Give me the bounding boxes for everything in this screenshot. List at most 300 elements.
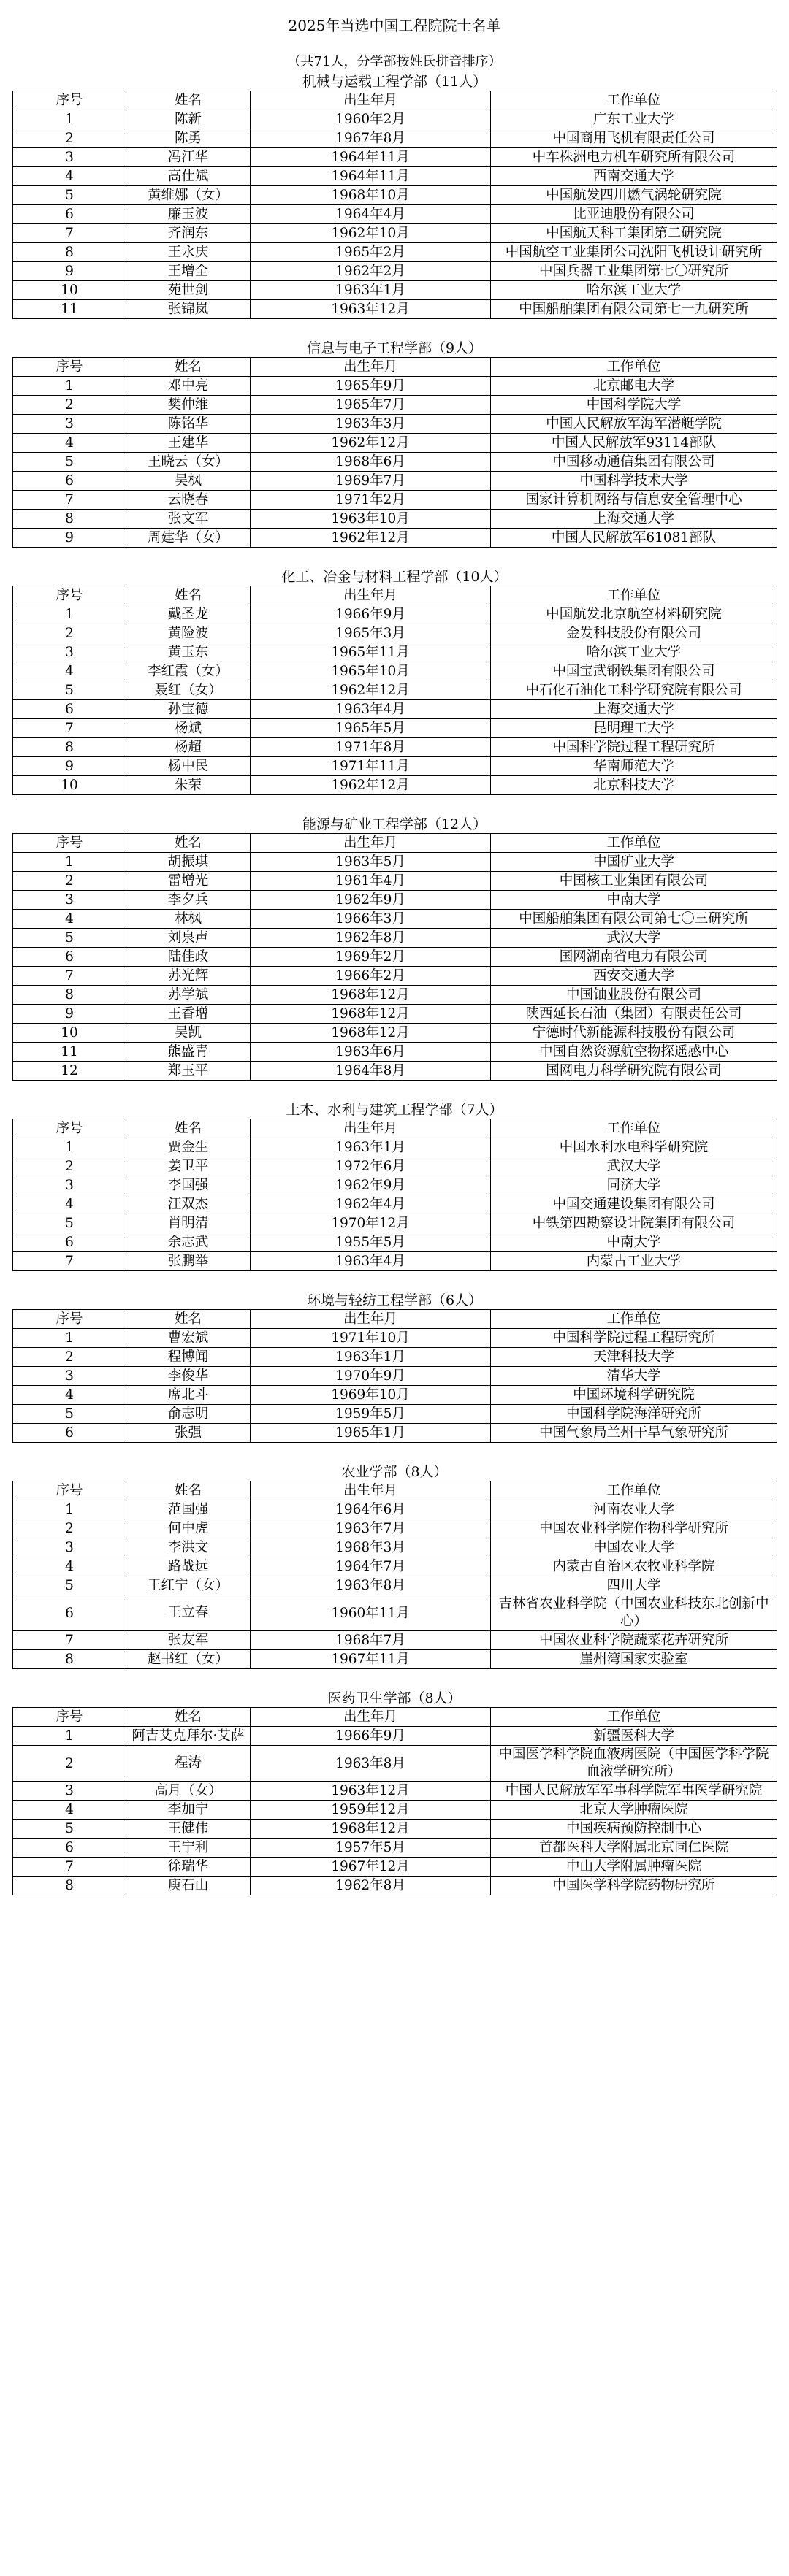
- cell-index: 4: [13, 1386, 126, 1405]
- table-row: [13, 110, 777, 129]
- cell-name: 张锦岚: [126, 300, 251, 319]
- cell-employer: 中国移动通信集团有限公司: [491, 453, 777, 472]
- cell-employer: 哈尔滨工业大学: [491, 281, 777, 300]
- cell-employer: 中国船舶集团有限公司第七一九研究所: [491, 300, 777, 319]
- cell-employer: 金发科技股份有限公司: [491, 624, 777, 643]
- cell-employer: 国网湖南省电力有限公司: [491, 948, 777, 967]
- cell-index: 1: [13, 1329, 126, 1348]
- cell-name: 雷增光: [126, 872, 251, 891]
- cell-employer: 中国科学技术大学: [491, 472, 777, 491]
- cell-employer: 中国人民解放军海军潜艇学院: [491, 415, 777, 434]
- table-row: [13, 719, 777, 738]
- cell-employer: 同济大学: [491, 1176, 777, 1195]
- header-name: 姓名: [126, 91, 251, 110]
- header-index: 序号: [13, 91, 126, 110]
- header-birth: 出生年月: [251, 1708, 491, 1727]
- academician-table: [12, 91, 777, 319]
- cell-employer: 上海交通大学: [491, 510, 777, 529]
- table-row: [13, 1576, 777, 1595]
- cell-name: 王红宁（女）: [126, 1576, 251, 1595]
- cell-birth: 1962年8月: [251, 1877, 491, 1895]
- cell-name: 杨超: [126, 738, 251, 757]
- cell-name: 杨斌: [126, 719, 251, 738]
- cell-index: 5: [13, 681, 126, 700]
- cell-employer: 中国人民解放军军事科学院军事医学研究院: [491, 1782, 777, 1801]
- cell-employer: 吉林省农业科学院（中国农业科技东北创新中心）: [491, 1595, 777, 1631]
- cell-index: 8: [13, 243, 126, 262]
- cell-index: 7: [13, 224, 126, 243]
- cell-index: 6: [13, 700, 126, 719]
- cell-index: 6: [13, 1595, 126, 1631]
- cell-name: 邓中亮: [126, 377, 251, 396]
- cell-name: 冯江华: [126, 148, 251, 167]
- header-name: 姓名: [126, 1708, 251, 1727]
- cell-name: 黄维娜（女）: [126, 186, 251, 205]
- cell-name: 孙宝德: [126, 700, 251, 719]
- cell-name: 姜卫平: [126, 1157, 251, 1176]
- cell-index: 8: [13, 738, 126, 757]
- table-row: [13, 872, 777, 891]
- cell-name: 张友军: [126, 1631, 251, 1650]
- cell-birth: 1972年6月: [251, 1157, 491, 1176]
- cell-name: 齐润东: [126, 224, 251, 243]
- cell-index: 1: [13, 605, 126, 624]
- cell-employer: 中国疾病预防控制中心: [491, 1820, 777, 1839]
- cell-birth: 1968年12月: [251, 1820, 491, 1839]
- cell-index: 1: [13, 853, 126, 872]
- cell-index: 1: [13, 1500, 126, 1519]
- cell-employer: 中国人民解放军61081部队: [491, 529, 777, 548]
- table-row: [13, 224, 777, 243]
- table-row: [13, 1782, 777, 1801]
- cell-employer: 中国科学院过程工程研究所: [491, 738, 777, 757]
- cell-index: 1: [13, 110, 126, 129]
- header-index: 序号: [13, 834, 126, 853]
- header-employer: 工作单位: [491, 1310, 777, 1329]
- cell-index: 4: [13, 434, 126, 453]
- department-title: 机械与运载工程学部（11人）: [302, 74, 487, 90]
- cell-employer: 中国环境科学研究院: [491, 1386, 777, 1405]
- cell-birth: 1964年11月: [251, 148, 491, 167]
- cell-name: 李洪文: [126, 1538, 251, 1557]
- header-employer: 工作单位: [491, 834, 777, 853]
- table-row: [13, 1367, 777, 1386]
- cell-index: 8: [13, 1650, 126, 1669]
- cell-birth: 1968年7月: [251, 1631, 491, 1650]
- cell-birth: 1965年9月: [251, 377, 491, 396]
- cell-birth: 1959年5月: [251, 1405, 491, 1424]
- cell-index: 10: [13, 776, 126, 795]
- header-employer: 工作单位: [491, 91, 777, 110]
- table-row: [13, 1746, 777, 1782]
- cell-index: 6: [13, 948, 126, 967]
- department-title: 化工、冶金与材料工程学部（10人）: [281, 569, 508, 585]
- table-row: [13, 986, 777, 1005]
- cell-index: 5: [13, 453, 126, 472]
- cell-birth: 1970年9月: [251, 1367, 491, 1386]
- cell-employer: 西安交通大学: [491, 967, 777, 986]
- cell-birth: 1964年8月: [251, 1062, 491, 1081]
- cell-birth: 1961年4月: [251, 872, 491, 891]
- cell-employer: 武汉大学: [491, 929, 777, 948]
- cell-name: 高月（女）: [126, 1782, 251, 1801]
- cell-employer: 上海交通大学: [491, 700, 777, 719]
- cell-name: 李夕兵: [126, 891, 251, 910]
- cell-index: 9: [13, 757, 126, 776]
- table-row: [13, 910, 777, 929]
- table-row: [13, 948, 777, 967]
- cell-index: 5: [13, 1214, 126, 1233]
- cell-birth: 1969年2月: [251, 948, 491, 967]
- table-row: [13, 1138, 777, 1157]
- cell-birth: 1962年12月: [251, 434, 491, 453]
- header-employer: 工作单位: [491, 1481, 777, 1500]
- cell-index: 8: [13, 986, 126, 1005]
- header-index: 序号: [13, 1481, 126, 1500]
- cell-name: 路战远: [126, 1557, 251, 1576]
- cell-index: 3: [13, 415, 126, 434]
- cell-employer: 中国航天科工集团第二研究院: [491, 224, 777, 243]
- cell-name: 云晓春: [126, 491, 251, 510]
- table-row: [13, 472, 777, 491]
- header-birth: 出生年月: [251, 1119, 491, 1138]
- cell-index: 4: [13, 167, 126, 186]
- page-subtitle: （共71人，分学部按姓氏拼音排序）: [287, 54, 502, 69]
- academician-table: [12, 1119, 777, 1271]
- table-row: [13, 377, 777, 396]
- cell-index: 6: [13, 1233, 126, 1252]
- cell-name: 王香增: [126, 1005, 251, 1024]
- cell-name: 张文军: [126, 510, 251, 529]
- cell-employer: 中国科学院大学: [491, 396, 777, 415]
- cell-name: 陈新: [126, 110, 251, 129]
- department-section: [0, 568, 789, 795]
- cell-birth: 1962年9月: [251, 1176, 491, 1195]
- cell-employer: 中国航发四川燃气涡轮研究院: [491, 186, 777, 205]
- header-index: 序号: [13, 1119, 126, 1138]
- table-row: [13, 853, 777, 872]
- cell-employer: 北京科技大学: [491, 776, 777, 795]
- cell-name: 李俊华: [126, 1367, 251, 1386]
- cell-birth: 1968年6月: [251, 453, 491, 472]
- cell-birth: 1968年10月: [251, 186, 491, 205]
- cell-index: 7: [13, 967, 126, 986]
- cell-name: 朱荣: [126, 776, 251, 795]
- header-name: 姓名: [126, 834, 251, 853]
- cell-birth: 1965年10月: [251, 662, 491, 681]
- cell-employer: 华南师范大学: [491, 757, 777, 776]
- cell-employer: 河南农业大学: [491, 1500, 777, 1519]
- table-row: [13, 738, 777, 757]
- cell-index: 2: [13, 1157, 126, 1176]
- cell-birth: 1967年12月: [251, 1858, 491, 1877]
- cell-name: 张鹏举: [126, 1252, 251, 1271]
- cell-name: 王宁利: [126, 1839, 251, 1858]
- cell-employer: 中国兵器工业集团第七〇研究所: [491, 262, 777, 281]
- table-row: [13, 1557, 777, 1576]
- cell-employer: 中国铀业股份有限公司: [491, 986, 777, 1005]
- table-row: [13, 415, 777, 434]
- cell-birth: 1969年7月: [251, 472, 491, 491]
- header-employer: 工作单位: [491, 1119, 777, 1138]
- cell-index: 6: [13, 1839, 126, 1858]
- cell-index: 2: [13, 1348, 126, 1367]
- cell-employer: 宁德时代新能源科技股份有限公司: [491, 1024, 777, 1043]
- cell-birth: 1962年2月: [251, 262, 491, 281]
- cell-employer: 四川大学: [491, 1576, 777, 1595]
- cell-index: 4: [13, 1801, 126, 1820]
- cell-employer: 中国科学院过程工程研究所: [491, 1329, 777, 1348]
- cell-name: 吴枫: [126, 472, 251, 491]
- cell-index: 3: [13, 148, 126, 167]
- cell-name: 阿吉艾克拜尔·艾萨: [126, 1727, 251, 1746]
- cell-index: 2: [13, 624, 126, 643]
- cell-employer: 哈尔滨工业大学: [491, 643, 777, 662]
- table-row: [13, 1801, 777, 1820]
- cell-name: 何中虎: [126, 1519, 251, 1538]
- table-row: [13, 1233, 777, 1252]
- cell-employer: 中山大学附属肿瘤医院: [491, 1858, 777, 1877]
- table-row: [13, 757, 777, 776]
- table-header-row: [13, 834, 777, 853]
- table-row: [13, 1858, 777, 1877]
- cell-birth: 1966年3月: [251, 910, 491, 929]
- header-index: 序号: [13, 1708, 126, 1727]
- cell-employer: 内蒙古自治区农牧业科学院: [491, 1557, 777, 1576]
- table-row: [13, 1424, 777, 1443]
- table-row: [13, 643, 777, 662]
- cell-index: 2: [13, 1519, 126, 1538]
- departments-container: [0, 73, 789, 1895]
- cell-birth: 1959年12月: [251, 1801, 491, 1820]
- cell-birth: 1967年8月: [251, 129, 491, 148]
- table-row: [13, 681, 777, 700]
- table-row: [13, 186, 777, 205]
- table-row: [13, 1043, 777, 1062]
- cell-employer: 中国航空工业集团公司沈阳飞机设计研究所: [491, 243, 777, 262]
- cell-birth: 1965年5月: [251, 719, 491, 738]
- cell-birth: 1971年10月: [251, 1329, 491, 1348]
- cell-name: 刘泉声: [126, 929, 251, 948]
- cell-birth: 1963年12月: [251, 1782, 491, 1801]
- cell-index: 6: [13, 472, 126, 491]
- cell-employer: 内蒙古工业大学: [491, 1252, 777, 1271]
- cell-index: 6: [13, 205, 126, 224]
- cell-employer: 中国水利水电科学研究院: [491, 1138, 777, 1157]
- table-row: [13, 1538, 777, 1557]
- table-row: [13, 434, 777, 453]
- cell-index: 5: [13, 1820, 126, 1839]
- cell-employer: 中国农业大学: [491, 1538, 777, 1557]
- academician-table: [12, 1481, 777, 1669]
- cell-birth: 1955年5月: [251, 1233, 491, 1252]
- cell-index: 3: [13, 1538, 126, 1557]
- cell-index: 7: [13, 1252, 126, 1271]
- table-row: [13, 1519, 777, 1538]
- cell-name: 王立春: [126, 1595, 251, 1631]
- cell-birth: 1963年12月: [251, 300, 491, 319]
- cell-name: 苏光辉: [126, 967, 251, 986]
- cell-employer: 清华大学: [491, 1367, 777, 1386]
- cell-index: 9: [13, 1005, 126, 1024]
- cell-birth: 1970年12月: [251, 1214, 491, 1233]
- cell-employer: 武汉大学: [491, 1157, 777, 1176]
- table-row: [13, 453, 777, 472]
- table-row: [13, 243, 777, 262]
- cell-name: 徐瑞华: [126, 1858, 251, 1877]
- cell-birth: 1969年10月: [251, 1386, 491, 1405]
- cell-index: 3: [13, 1176, 126, 1195]
- cell-birth: 1963年3月: [251, 415, 491, 434]
- cell-employer: 昆明理工大学: [491, 719, 777, 738]
- header-employer: 工作单位: [491, 358, 777, 377]
- academician-table: [12, 1707, 777, 1895]
- cell-index: 3: [13, 643, 126, 662]
- table-row: [13, 1877, 777, 1895]
- cell-index: 8: [13, 1877, 126, 1895]
- cell-employer: 中国交通建设集团有限公司: [491, 1195, 777, 1214]
- cell-employer: 中国核工业集团有限公司: [491, 872, 777, 891]
- table-header-row: [13, 1310, 777, 1329]
- cell-birth: 1968年3月: [251, 1538, 491, 1557]
- table-row: [13, 967, 777, 986]
- cell-name: 李国强: [126, 1176, 251, 1195]
- cell-employer: 中国农业科学院作物科学研究所: [491, 1519, 777, 1538]
- cell-birth: 1967年11月: [251, 1650, 491, 1669]
- cell-birth: 1962年12月: [251, 681, 491, 700]
- cell-employer: 中国医学科学院血液病医院（中国医学科学院血液学研究所）: [491, 1746, 777, 1782]
- cell-employer: 中国自然资源航空物探遥感中心: [491, 1043, 777, 1062]
- table-row: [13, 1595, 777, 1631]
- table-row: [13, 1024, 777, 1043]
- cell-birth: 1966年2月: [251, 967, 491, 986]
- header-name: 姓名: [126, 1310, 251, 1329]
- cell-index: 2: [13, 1746, 126, 1782]
- cell-birth: 1963年5月: [251, 853, 491, 872]
- department-section: [0, 73, 789, 319]
- cell-employer: 中国人民解放军93114部队: [491, 434, 777, 453]
- cell-employer: 中国医学科学院药物研究所: [491, 1877, 777, 1895]
- table-header-row: [13, 586, 777, 605]
- header-employer: 工作单位: [491, 1708, 777, 1727]
- table-header-row: [13, 1119, 777, 1138]
- cell-index: 4: [13, 662, 126, 681]
- cell-birth: 1960年2月: [251, 110, 491, 129]
- cell-index: 7: [13, 1858, 126, 1877]
- cell-name: 王增全: [126, 262, 251, 281]
- cell-employer: 中石化石油化工科学研究院有限公司: [491, 681, 777, 700]
- cell-index: 11: [13, 1043, 126, 1062]
- department-title: 农业学部（8人）: [341, 1464, 448, 1480]
- cell-name: 席北斗: [126, 1386, 251, 1405]
- cell-birth: 1968年12月: [251, 1005, 491, 1024]
- cell-name: 程涛: [126, 1746, 251, 1782]
- cell-name: 黄险波: [126, 624, 251, 643]
- cell-employer: 中国矿业大学: [491, 853, 777, 872]
- cell-birth: 1960年11月: [251, 1595, 491, 1631]
- cell-name: 黄玉东: [126, 643, 251, 662]
- cell-name: 胡振琪: [126, 853, 251, 872]
- cell-birth: 1964年7月: [251, 1557, 491, 1576]
- cell-index: 9: [13, 262, 126, 281]
- cell-name: 范国强: [126, 1500, 251, 1519]
- table-row: [13, 129, 777, 148]
- cell-employer: 首都医科大学附属北京同仁医院: [491, 1839, 777, 1858]
- cell-birth: 1962年12月: [251, 529, 491, 548]
- table-row: [13, 605, 777, 624]
- table-row: [13, 1839, 777, 1858]
- cell-index: 1: [13, 1138, 126, 1157]
- table-row: [13, 300, 777, 319]
- table-row: [13, 205, 777, 224]
- cell-employer: 崖州湾国家实验室: [491, 1650, 777, 1669]
- table-header-row: [13, 358, 777, 377]
- cell-name: 李加宁: [126, 1801, 251, 1820]
- cell-name: 陈勇: [126, 129, 251, 148]
- cell-employer: 比亚迪股份有限公司: [491, 205, 777, 224]
- cell-name: 樊仲维: [126, 396, 251, 415]
- cell-name: 苑世剑: [126, 281, 251, 300]
- cell-birth: 1965年11月: [251, 643, 491, 662]
- cell-name: 周建华（女）: [126, 529, 251, 548]
- table-row: [13, 1405, 777, 1424]
- cell-birth: 1962年10月: [251, 224, 491, 243]
- cell-name: 廉玉波: [126, 205, 251, 224]
- cell-employer: 中铁第四勘察设计院集团有限公司: [491, 1214, 777, 1233]
- department-section: [0, 340, 789, 548]
- cell-employer: 中国气象局兰州干旱气象研究所: [491, 1424, 777, 1443]
- header-birth: 出生年月: [251, 834, 491, 853]
- cell-employer: 陕西延长石油（集团）有限责任公司: [491, 1005, 777, 1024]
- cell-name: 高仕斌: [126, 167, 251, 186]
- cell-birth: 1963年8月: [251, 1746, 491, 1782]
- cell-birth: 1965年7月: [251, 396, 491, 415]
- table-header-row: [13, 1708, 777, 1727]
- cell-name: 肖明清: [126, 1214, 251, 1233]
- header-index: 序号: [13, 1310, 126, 1329]
- department-title: 信息与电子工程学部（9人）: [306, 340, 483, 356]
- cell-birth: 1963年4月: [251, 1252, 491, 1271]
- cell-name: 杨中民: [126, 757, 251, 776]
- cell-index: 3: [13, 891, 126, 910]
- cell-index: 5: [13, 186, 126, 205]
- table-row: [13, 1157, 777, 1176]
- cell-employer: 北京邮电大学: [491, 377, 777, 396]
- department-title: 医药卫生学部（8人）: [327, 1690, 462, 1706]
- table-row: [13, 1820, 777, 1839]
- academician-table: [12, 357, 777, 548]
- department-section: [0, 1463, 789, 1669]
- cell-birth: 1962年9月: [251, 891, 491, 910]
- cell-employer: 中南大学: [491, 891, 777, 910]
- cell-name: 王健伟: [126, 1820, 251, 1839]
- cell-birth: 1963年4月: [251, 700, 491, 719]
- cell-birth: 1965年3月: [251, 624, 491, 643]
- cell-index: 8: [13, 510, 126, 529]
- cell-birth: 1971年2月: [251, 491, 491, 510]
- cell-name: 赵书红（女）: [126, 1650, 251, 1669]
- header-index: 序号: [13, 358, 126, 377]
- header-name: 姓名: [126, 1119, 251, 1138]
- cell-employer: 西南交通大学: [491, 167, 777, 186]
- table-row: [13, 1650, 777, 1669]
- department-section: [0, 1101, 789, 1271]
- cell-employer: 中南大学: [491, 1233, 777, 1252]
- table-row: [13, 262, 777, 281]
- cell-index: 10: [13, 1024, 126, 1043]
- cell-name: 庾石山: [126, 1877, 251, 1895]
- cell-name: 曹宏斌: [126, 1329, 251, 1348]
